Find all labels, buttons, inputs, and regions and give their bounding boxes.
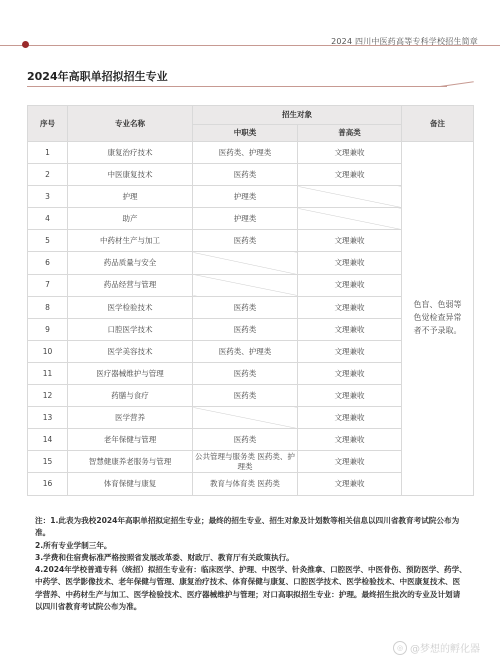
row-major-name: 医疗器械维护与管理 — [68, 362, 193, 384]
row-major-name: 康复治疗技术 — [68, 142, 193, 164]
header-target: 招生对象 — [193, 106, 402, 125]
row-general: 文理兼收 — [298, 230, 402, 252]
row-general — [298, 186, 402, 208]
remark-cell: 色盲、色弱等色觉检查异常者不予录取。 — [402, 142, 474, 496]
header-general: 普高类 — [298, 125, 402, 142]
note-item — [35, 552, 467, 564]
row-number: 10 — [28, 340, 68, 362]
row-general: 文理兼收 — [298, 318, 402, 340]
note-item — [35, 515, 467, 540]
row-number: 13 — [28, 407, 68, 429]
row-vocational — [193, 407, 298, 429]
row-number: 9 — [28, 318, 68, 340]
row-major-name: 中药材生产与加工 — [68, 230, 193, 252]
note-item — [35, 564, 467, 613]
row-number: 1 — [28, 142, 68, 164]
row-general: 文理兼收 — [298, 142, 402, 164]
row-number: 5 — [28, 230, 68, 252]
note-text: 1.此表为我校2024年高职单招拟定招生专业；最终的招生专业、招生对象及计划数等相关信息以四川省教育考试院公布为准。 — [35, 516, 460, 538]
header-remark: 备注 — [402, 106, 474, 142]
row-major-name: 医学检验技术 — [68, 296, 193, 318]
notes-label: 注： — [35, 516, 51, 525]
header-major: 专业名称 — [68, 106, 193, 142]
row-vocational: 医药类 — [193, 164, 298, 186]
row-vocational: 医药类 — [193, 230, 298, 252]
row-general: 文理兼收 — [298, 429, 402, 451]
row-vocational: 护理类 — [193, 186, 298, 208]
header-vocational: 中职类 — [193, 125, 298, 142]
note-text: 3.学费和住宿费标准严格按照省发展改革委、财政厅、教育厅有关政策执行。 — [35, 552, 294, 562]
note-item — [35, 540, 467, 552]
row-vocational: 医药类 — [193, 318, 298, 340]
header-seq: 序号 — [28, 106, 68, 142]
row-number: 2 — [28, 164, 68, 186]
row-vocational: 医药类 — [193, 296, 298, 318]
row-number: 4 — [28, 208, 68, 230]
row-major-name: 中医康复技术 — [68, 164, 193, 186]
notes — [35, 515, 467, 613]
row-general: 文理兼收 — [298, 252, 402, 274]
row-major-name: 药品质量与安全 — [68, 252, 193, 274]
header-title: 2024 四川中医药高等专科学校招生简章 — [331, 37, 478, 46]
row-major-name: 药膳与食疗 — [68, 385, 193, 407]
row-number: 15 — [28, 451, 68, 473]
row-number: 3 — [28, 186, 68, 208]
row-vocational: 医药类、护理类 — [193, 340, 298, 362]
row-general: 文理兼收 — [298, 362, 402, 384]
row-general: 文理兼收 — [298, 451, 402, 473]
row-major-name: 药品经营与管理 — [68, 274, 193, 296]
row-number: 14 — [28, 429, 68, 451]
row-number: 8 — [28, 296, 68, 318]
row-general: 文理兼收 — [298, 164, 402, 186]
row-vocational: 医药类、护理类 — [193, 142, 298, 164]
watermark-logo-icon: ◎ — [393, 641, 407, 655]
row-major-name: 口腔医学技术 — [68, 318, 193, 340]
section-rule — [27, 86, 447, 87]
row-major-name: 智慧健康养老服务与管理 — [68, 451, 193, 473]
row-vocational: 公共管理与服务类 医药类、护理类 — [193, 451, 298, 473]
watermark-text: @梦想的孵化器 — [410, 644, 480, 655]
row-general: 文理兼收 — [298, 340, 402, 362]
row-major-name: 医学营养 — [68, 407, 193, 429]
row-major-name: 助产 — [68, 208, 193, 230]
section-title: 2024年高职单招拟招生专业 — [27, 70, 168, 83]
row-general: 文理兼收 — [298, 296, 402, 318]
section-rule-tip — [440, 81, 474, 87]
row-major-name: 体育保健与康复 — [68, 473, 193, 495]
note-text: 4.2024年学校普通专科（统招）拟招生专业有：临床医学、护理、中医学、针灸推拿、口腔医学、中医骨伤、预防医学、药学、中药学、医学影像技术、老年保健与管理、康复治疗技术、体育保健与康复、口腔医学技术、医学检验技术、中医康复技术、医学营养、中药材生产与加工、医学检验技术、医疗器械维护与管理；对口高职拟招生专业：护理。最终招生批次的专业及计划请以四川省教育考试院公布为准。 — [35, 565, 467, 612]
note-text: 2.所有专业学制三年。 — [35, 540, 112, 550]
row-vocational: 护理类 — [193, 208, 298, 230]
row-major-name: 护理 — [68, 186, 193, 208]
row-general — [298, 208, 402, 230]
row-major-name: 医学美容技术 — [68, 340, 193, 362]
table-row — [28, 142, 474, 164]
row-number: 16 — [28, 473, 68, 495]
row-vocational: 医药类 — [193, 385, 298, 407]
row-vocational — [193, 274, 298, 296]
row-number: 12 — [28, 385, 68, 407]
majors-table — [27, 105, 474, 496]
row-number: 7 — [28, 274, 68, 296]
row-general: 文理兼收 — [298, 274, 402, 296]
header-dot-icon — [22, 41, 29, 48]
watermark — [393, 640, 480, 655]
row-number: 11 — [28, 362, 68, 384]
row-vocational: 教育与体育类 医药类 — [193, 473, 298, 495]
row-vocational: 医药类 — [193, 362, 298, 384]
row-vocational: 医药类 — [193, 429, 298, 451]
row-general: 文理兼收 — [298, 473, 402, 495]
row-number: 6 — [28, 252, 68, 274]
row-vocational — [193, 252, 298, 274]
row-major-name: 老年保健与管理 — [68, 429, 193, 451]
row-general: 文理兼收 — [298, 407, 402, 429]
table-body — [28, 142, 474, 496]
row-general: 文理兼收 — [298, 385, 402, 407]
